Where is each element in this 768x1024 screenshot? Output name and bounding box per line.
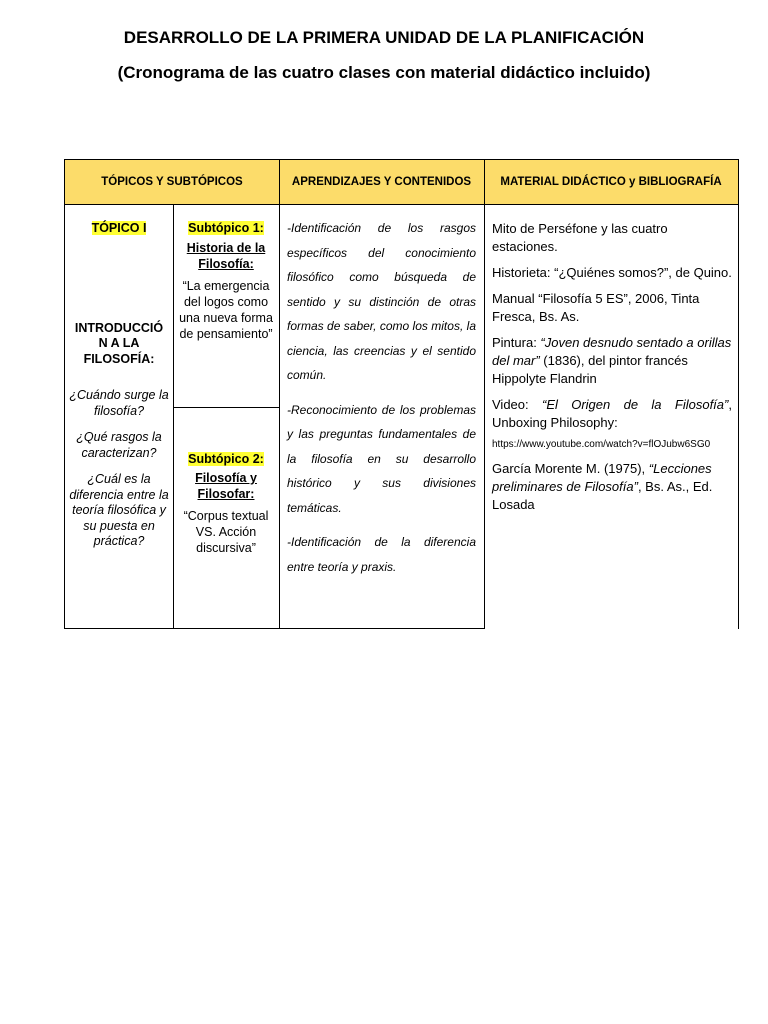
material-item-6 xyxy=(492,460,732,514)
material-5-suffix: , Unboxing Philosophy: xyxy=(492,397,732,430)
header-topics-label: TÓPICOS Y SUBTÓPICOS xyxy=(101,176,243,188)
topic-name-line3: FILOSOFÍA: xyxy=(83,351,155,366)
subtopic-1-name: Historia de la Filosofía: xyxy=(186,241,266,271)
material-6-title: “Lecciones preliminares de Filosofía” xyxy=(492,461,712,494)
header-materials xyxy=(484,160,738,204)
learning-cell xyxy=(287,216,476,579)
material-item-4 xyxy=(492,334,732,388)
material-4-title: “Joven desnudo sentado a orillas del mar” xyxy=(492,335,732,368)
subtopic-1-label: Subtópico 1: xyxy=(188,221,264,235)
page-title: DESARROLLO DE LA PRIMERA UNIDAD DE LA PLANIFICACIÓN xyxy=(123,28,645,47)
header-learning xyxy=(279,160,484,204)
table-border-right xyxy=(738,159,739,629)
table-divider-col3 xyxy=(484,159,485,629)
learning-item-1: -Identificación de los rasgos específicos del conocimiento filosófico como búsqueda de sentido y su distinción de otras formas de saber, como los mitos, la ciencia, las creencias y el sentido común. xyxy=(287,221,476,382)
material-item-5 xyxy=(492,396,732,432)
topic-cell xyxy=(66,221,172,550)
topic-question-2: ¿Qué rasgos la caracterizan? xyxy=(76,430,162,460)
material-5-title: “El Origen de la Filosofía” xyxy=(541,397,729,412)
subtopic-divider xyxy=(173,407,279,408)
header-materials-label: MATERIAL DIDÁCTICO y BIBLIOGRAFÍA xyxy=(500,176,722,188)
table-border-bottom xyxy=(64,628,485,629)
learning-item-2: -Reconocimiento de los problemas y las preguntas fundamentales de la filosofía en su desarrollo histórico y sus divisiones temáticas. xyxy=(287,402,476,515)
subtopic-2-cell xyxy=(178,451,274,556)
learning-item-3: -Identificación de la diferencia entre teoría y praxis. xyxy=(287,535,476,574)
table-header-divider xyxy=(64,204,739,205)
topic-label: TÓPICO I xyxy=(91,221,147,235)
table-divider-topic xyxy=(173,204,174,629)
subtopic-2-desc: “Corpus textual VS. Acción discursiva” xyxy=(183,509,269,555)
material-4-prefix: Pintura: xyxy=(492,335,541,350)
material-item-3: Manual “Filosofía 5 ES”, 2006, Tinta Fresca, Bs. As. xyxy=(492,291,700,324)
material-item-2: Historieta: “¿Quiénes somos?”, de Quino. xyxy=(492,265,732,280)
topic-question-3: ¿Cuál es la diferencia entre la teoría filosófica y su puesta en práctica? xyxy=(69,472,169,548)
material-6-suffix: , Bs. As., Ed. Losada xyxy=(492,479,713,512)
header-learning-label: APRENDIZAJES Y CONTENIDOS xyxy=(291,176,472,188)
subtopic-2-name: Filosofía y Filosofar: xyxy=(195,471,257,501)
table-border-top xyxy=(64,159,739,160)
material-6-prefix: García Morente M. (1975), xyxy=(492,461,649,476)
topic-question-1: ¿Cuándo surge la filosofía? xyxy=(69,388,169,418)
material-5-prefix: Video: xyxy=(492,397,542,412)
subtopic-1-cell xyxy=(178,220,274,342)
table-divider-col2 xyxy=(279,159,280,629)
topic-name-line2: N A LA xyxy=(98,336,140,350)
material-item-1: Mito de Perséfone y las cuatro estaciones. xyxy=(492,221,668,254)
table-border-left xyxy=(64,159,65,629)
subtopic-1-desc: “La emergencia del logos como una nueva forma de pensamiento” xyxy=(179,279,273,341)
topic-name xyxy=(66,321,172,368)
page-subtitle: (Cronograma de las cuatro clases con material didáctico incluido) xyxy=(117,63,651,82)
subtopic-2-label: Subtópico 2: xyxy=(188,452,264,466)
video-link[interactable]: https://www.youtube.com/watch?v=flOJubw6SG0 xyxy=(492,439,711,450)
topic-name-line1: INTRODUCCIÓ xyxy=(74,320,164,335)
header-topics xyxy=(65,160,279,204)
materials-cell xyxy=(492,220,732,514)
material-4-suffix: (1836), del pintor francés Hippolyte Flandrin xyxy=(492,353,688,386)
